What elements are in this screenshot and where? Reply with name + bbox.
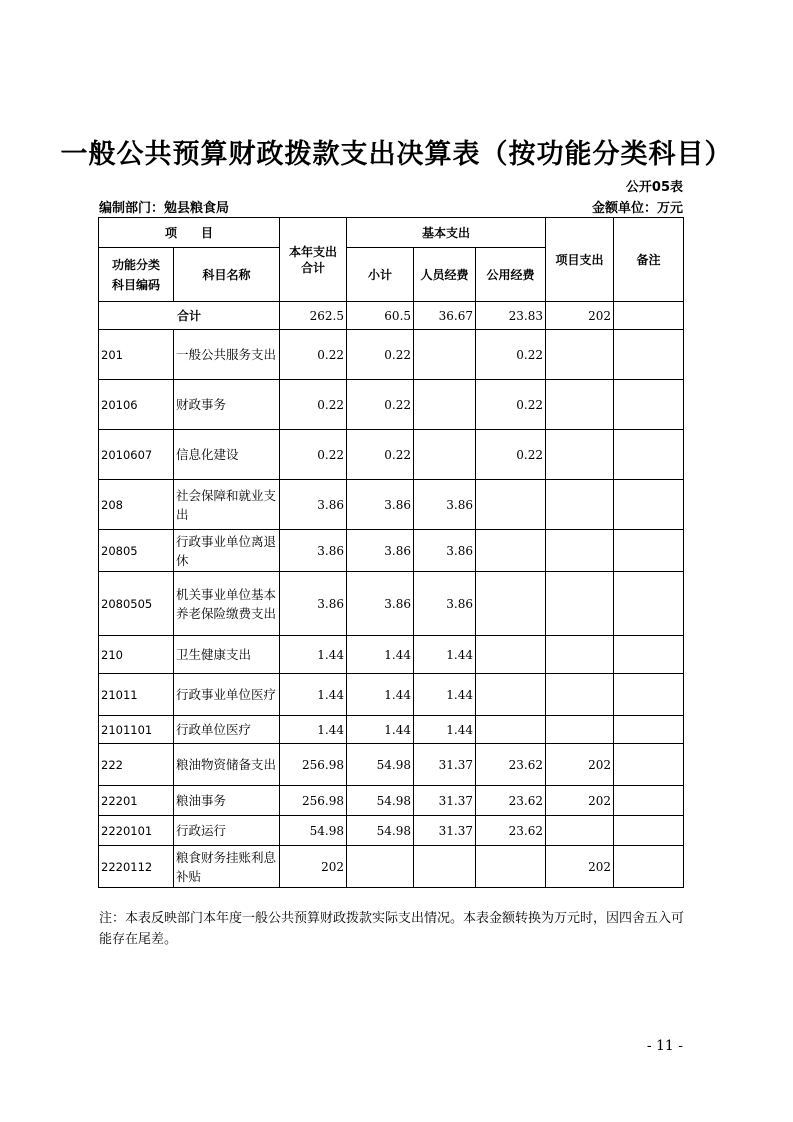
row-remark [614,430,684,480]
row-remark [614,786,684,816]
row-personnel: 3.86 [414,530,476,572]
row-remark [614,674,684,716]
row-personnel: 1.44 [414,636,476,674]
row-total: 54.98 [280,816,347,846]
row-remark [614,480,684,530]
row-personnel [414,380,476,430]
row-public: 0.22 [476,430,546,480]
row-public: 23.62 [476,786,546,816]
row-code: 2080505 [99,572,174,636]
row-personnel [414,430,476,480]
row-personnel: 3.86 [414,572,476,636]
row-personnel: 1.44 [414,674,476,716]
row-name: 粮油物资储备支出 [174,744,280,786]
row-name: 卫生健康支出 [174,636,280,674]
row-remark [614,846,684,888]
row-total: 1.44 [280,674,347,716]
total-project: 202 [546,302,614,330]
header-name: 科目名称 [174,248,280,302]
row-remark [614,572,684,636]
row-project [546,430,614,480]
row-project [546,572,614,636]
total-personnel: 36.67 [414,302,476,330]
row-name: 行政事业单位离退休 [174,530,280,572]
table-row [99,330,684,380]
table-row [99,786,684,816]
row-public [476,480,546,530]
row-personnel: 1.44 [414,716,476,744]
total-label: 合计 [99,302,280,330]
row-code: 208 [99,480,174,530]
row-personnel: 31.37 [414,816,476,846]
row-personnel [414,330,476,380]
row-public [476,674,546,716]
row-project: 202 [546,744,614,786]
unit-label: 金额单位：万元 [591,201,683,216]
row-project [546,636,614,674]
header-project: 项目支出 [546,218,614,302]
row-remark [614,744,684,786]
row-subtotal: 3.86 [347,480,414,530]
row-personnel: 31.37 [414,744,476,786]
row-remark [614,716,684,744]
table-code: 公开05表 [625,180,683,195]
page-number: - 11 - [646,1038,683,1054]
row-project [546,716,614,744]
row-public: 0.22 [476,380,546,430]
expenditure-table [98,217,684,888]
table-row [99,744,684,786]
row-public [476,716,546,744]
row-subtotal [347,846,414,888]
row-public [476,846,546,888]
table-row [99,816,684,846]
row-remark [614,380,684,430]
row-public: 23.62 [476,816,546,846]
row-public [476,572,546,636]
row-total: 1.44 [280,636,347,674]
total-subtotal: 60.5 [347,302,414,330]
row-personnel: 31.37 [414,786,476,816]
row-name: 行政单位医疗 [174,716,280,744]
row-project [546,380,614,430]
row-name: 行政运行 [174,816,280,846]
row-public: 0.22 [476,330,546,380]
row-name: 机关事业单位基本养老保险缴费支出 [174,572,280,636]
row-personnel: 3.86 [414,480,476,530]
header-code: 功能分类 科目编码 [99,248,174,302]
row-name: 信息化建设 [174,430,280,480]
header-subtotal: 小计 [347,248,414,302]
table-row [99,572,684,636]
table-row [99,636,684,674]
row-code: 222 [99,744,174,786]
row-subtotal: 1.44 [347,716,414,744]
total-amount: 262.5 [280,302,347,330]
row-project [546,330,614,380]
header-basic: 基本支出 [347,218,546,248]
row-code: 201 [99,330,174,380]
row-subtotal: 3.86 [347,530,414,572]
row-project [546,816,614,846]
table-row [99,430,684,480]
total-row [99,302,684,330]
row-code: 2101101 [99,716,174,744]
table-row [99,530,684,572]
row-remark [614,330,684,380]
row-remark [614,636,684,674]
row-name: 粮食财务挂账利息补贴 [174,846,280,888]
row-project [546,480,614,530]
table-row [99,674,684,716]
row-public [476,530,546,572]
header-public: 公用经费 [476,248,546,302]
row-total: 0.22 [280,430,347,480]
row-total: 1.44 [280,716,347,744]
row-total: 3.86 [280,530,347,572]
row-public: 23.62 [476,744,546,786]
row-name: 社会保障和就业支出 [174,480,280,530]
row-project: 202 [546,846,614,888]
row-code: 22201 [99,786,174,816]
row-code: 20106 [99,380,174,430]
footnote: 注：本表反映部门本年度一般公共预算财政拨款实际支出情况。本表金额转换为万元时，因四舍五入可能存在尾差。 [99,911,685,947]
row-name: 粮油事务 [174,786,280,816]
row-subtotal: 54.98 [347,786,414,816]
row-subtotal: 3.86 [347,572,414,636]
total-public: 23.83 [476,302,546,330]
table-row [99,716,684,744]
row-total: 0.22 [280,380,347,430]
row-code: 2220101 [99,816,174,846]
row-subtotal: 54.98 [347,816,414,846]
department-label: 编制部门：勉县粮食局 [99,201,230,216]
row-total: 3.86 [280,572,347,636]
row-subtotal: 0.22 [347,330,414,380]
row-personnel [414,846,476,888]
total-remark [614,302,684,330]
row-subtotal: 0.22 [347,380,414,430]
row-code: 2010607 [99,430,174,480]
row-subtotal: 54.98 [347,744,414,786]
row-total: 256.98 [280,744,347,786]
row-total: 256.98 [280,786,347,816]
header-personnel: 人员经费 [414,248,476,302]
row-code: 2220112 [99,846,174,888]
header-remark: 备注 [614,218,684,302]
row-remark [614,816,684,846]
row-subtotal: 1.44 [347,674,414,716]
row-code: 20805 [99,530,174,572]
row-code: 210 [99,636,174,674]
header-item: 项 目 [99,218,280,248]
row-project: 202 [546,786,614,816]
table-row [99,846,684,888]
row-project [546,530,614,572]
row-project [546,674,614,716]
row-code: 21011 [99,674,174,716]
row-subtotal: 1.44 [347,636,414,674]
row-total: 3.86 [280,480,347,530]
header-total: 本年支出 合计 [280,218,347,302]
row-public [476,636,546,674]
row-name: 一般公共服务支出 [174,330,280,380]
row-subtotal: 0.22 [347,430,414,480]
table-row [99,480,684,530]
page-title: 一般公共预算财政拨款支出决算表（按功能分类科目） [60,139,733,170]
row-name: 行政事业单位医疗 [174,674,280,716]
table-row [99,380,684,430]
row-remark [614,530,684,572]
row-total: 202 [280,846,347,888]
row-total: 0.22 [280,330,347,380]
row-name: 财政事务 [174,380,280,430]
